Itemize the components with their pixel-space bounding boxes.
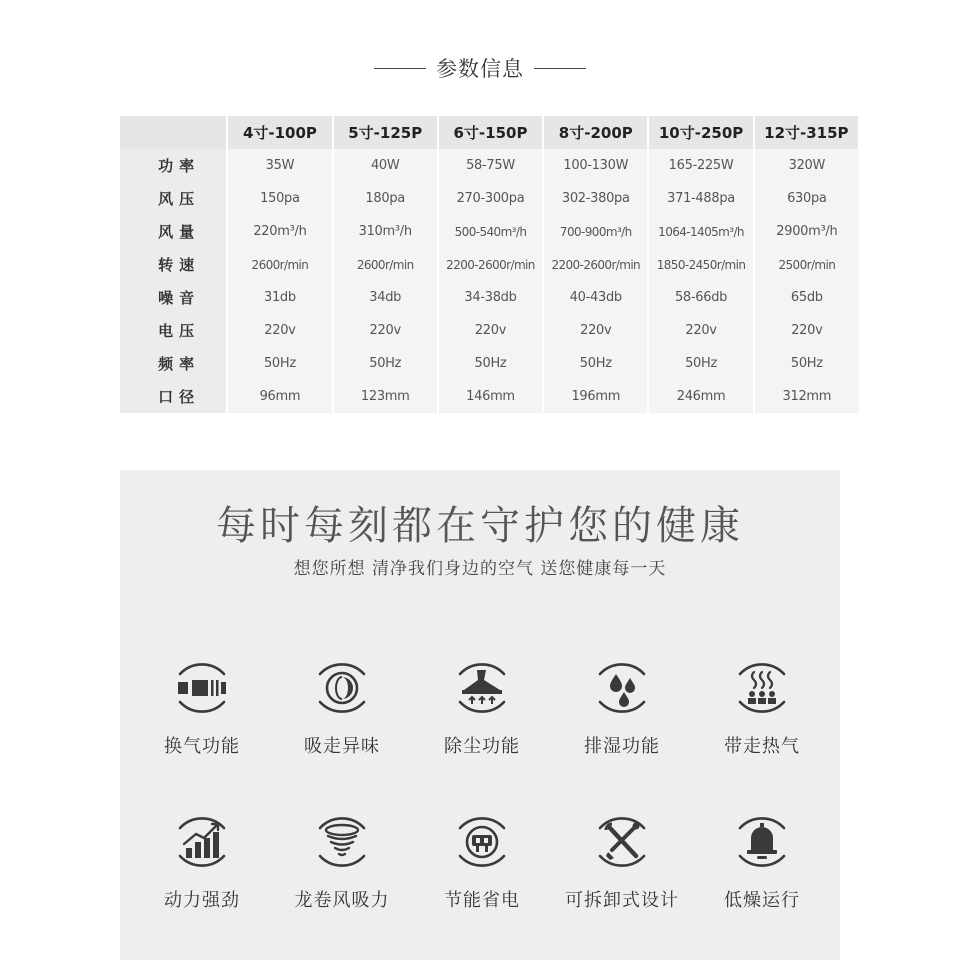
table-cell: 1850-2450r/min — [648, 248, 753, 281]
table-row — [120, 281, 859, 314]
dehumidify-icon — [584, 650, 660, 726]
dust-removal-icon — [444, 650, 520, 726]
feature-dehumidify — [562, 650, 682, 758]
row-label: 风量 — [120, 215, 227, 248]
feature-label: 带走热气 — [724, 736, 800, 757]
table-cell: 165-225W — [648, 149, 753, 182]
feature-dust-removal — [422, 650, 542, 758]
row-label: 电压 — [120, 314, 227, 347]
table-cell: 500-540m³/h — [438, 215, 543, 248]
table-cell: 700-900m³/h — [543, 215, 648, 248]
table-cell: 220v — [754, 314, 859, 347]
table-cell: 1064-1405m³/h — [648, 215, 753, 248]
table-cell: 34-38db — [438, 281, 543, 314]
table-cell: 50Hz — [333, 347, 438, 380]
column-header: 4寸-100P — [227, 116, 332, 149]
row-label: 口径 — [120, 380, 227, 413]
table-cell: 270-300pa — [438, 182, 543, 215]
table-header-row — [120, 116, 859, 149]
table-cell: 246mm — [648, 380, 753, 413]
feature-label: 可拆卸式设计 — [565, 890, 679, 911]
energy-saving-icon — [444, 804, 520, 880]
table-row — [120, 380, 859, 413]
odor-removal-icon — [304, 650, 380, 726]
table-cell: 34db — [333, 281, 438, 314]
panel-headline: 每时每刻都在守护您的健康 — [216, 503, 744, 549]
table-cell: 50Hz — [543, 347, 648, 380]
table-cell: 35W — [227, 149, 332, 182]
table-cell: 220v — [648, 314, 753, 347]
table-cell: 2200-2600r/min — [438, 248, 543, 281]
column-header: 8寸-200P — [543, 116, 648, 149]
table-cell: 220m³/h — [227, 215, 332, 248]
table-cell: 220v — [333, 314, 438, 347]
feature-power — [142, 804, 262, 912]
feature-label: 动力强劲 — [164, 890, 240, 911]
table-cell: 2200-2600r/min — [543, 248, 648, 281]
detachable-tools-icon — [584, 804, 660, 880]
header-right-line — [534, 68, 586, 69]
table-cell: 50Hz — [227, 347, 332, 380]
table-cell: 196mm — [543, 380, 648, 413]
panel-subtitle: 想您所想 清净我们身边的空气 送您健康每一天 — [293, 559, 667, 579]
column-header: 6寸-150P — [438, 116, 543, 149]
section-title: 参数信息 — [436, 57, 524, 81]
table-cell: 220v — [543, 314, 648, 347]
tornado-icon — [304, 804, 380, 880]
table-cell: 96mm — [227, 380, 332, 413]
feature-label: 低燥运行 — [724, 890, 800, 911]
column-header: 10寸-250P — [648, 116, 753, 149]
table-row — [120, 182, 859, 215]
table-cell: 2500r/min — [754, 248, 859, 281]
table-cell: 2900m³/h — [754, 215, 859, 248]
feature-energy-saving — [422, 804, 542, 912]
feature-label: 排湿功能 — [584, 736, 660, 757]
table-cell: 630pa — [754, 182, 859, 215]
feature-label: 节能省电 — [444, 890, 520, 911]
table-cell: 65db — [754, 281, 859, 314]
table-row — [120, 149, 859, 182]
table-cell: 146mm — [438, 380, 543, 413]
table-cell: 2600r/min — [333, 248, 438, 281]
feature-panel — [120, 470, 840, 960]
feature-odor-removal — [282, 650, 402, 758]
table-cell: 371-488pa — [648, 182, 753, 215]
spec-table — [120, 116, 860, 413]
table-cell: 50Hz — [438, 347, 543, 380]
row-label: 风压 — [120, 182, 227, 215]
table-cell: 312mm — [754, 380, 859, 413]
feature-label: 换气功能 — [164, 736, 240, 757]
row-label: 频率 — [120, 347, 227, 380]
table-cell: 58-66db — [648, 281, 753, 314]
feature-label: 龙卷风吸力 — [294, 890, 390, 911]
heat-removal-icon — [724, 650, 800, 726]
header-left-line — [374, 68, 426, 69]
low-noise-bell-icon — [724, 804, 800, 880]
table-row — [120, 347, 859, 380]
table-row — [120, 314, 859, 347]
table-cell: 50Hz — [754, 347, 859, 380]
table-cell: 40W — [333, 149, 438, 182]
feature-ventilation — [142, 650, 262, 758]
spec-table-wrapper — [120, 116, 849, 413]
column-header: 12寸-315P — [754, 116, 859, 149]
table-cell: 31db — [227, 281, 332, 314]
table-cell: 2600r/min — [227, 248, 332, 281]
section-header — [0, 50, 960, 86]
column-header: 5寸-125P — [333, 116, 438, 149]
row-label: 噪音 — [120, 281, 227, 314]
feature-detachable — [562, 804, 682, 912]
table-corner-cell — [120, 116, 227, 149]
row-label: 转速 — [120, 248, 227, 281]
table-cell: 150pa — [227, 182, 332, 215]
table-cell: 180pa — [333, 182, 438, 215]
table-cell: 50Hz — [648, 347, 753, 380]
table-cell: 100-130W — [543, 149, 648, 182]
feature-low-noise — [702, 804, 822, 912]
table-cell: 123mm — [333, 380, 438, 413]
feature-heat-removal — [702, 650, 822, 758]
row-label: 功率 — [120, 149, 227, 182]
feature-label: 吸走异味 — [304, 736, 380, 757]
table-cell: 220v — [227, 314, 332, 347]
table-cell: 220v — [438, 314, 543, 347]
power-icon — [164, 804, 240, 880]
feature-tornado — [282, 804, 402, 912]
table-cell: 58-75W — [438, 149, 543, 182]
table-cell: 310m³/h — [333, 215, 438, 248]
ventilation-icon — [164, 650, 240, 726]
table-cell: 320W — [754, 149, 859, 182]
table-row — [120, 215, 859, 248]
table-cell: 40-43db — [543, 281, 648, 314]
table-cell: 302-380pa — [543, 182, 648, 215]
feature-label: 除尘功能 — [444, 736, 520, 757]
table-row — [120, 248, 859, 281]
